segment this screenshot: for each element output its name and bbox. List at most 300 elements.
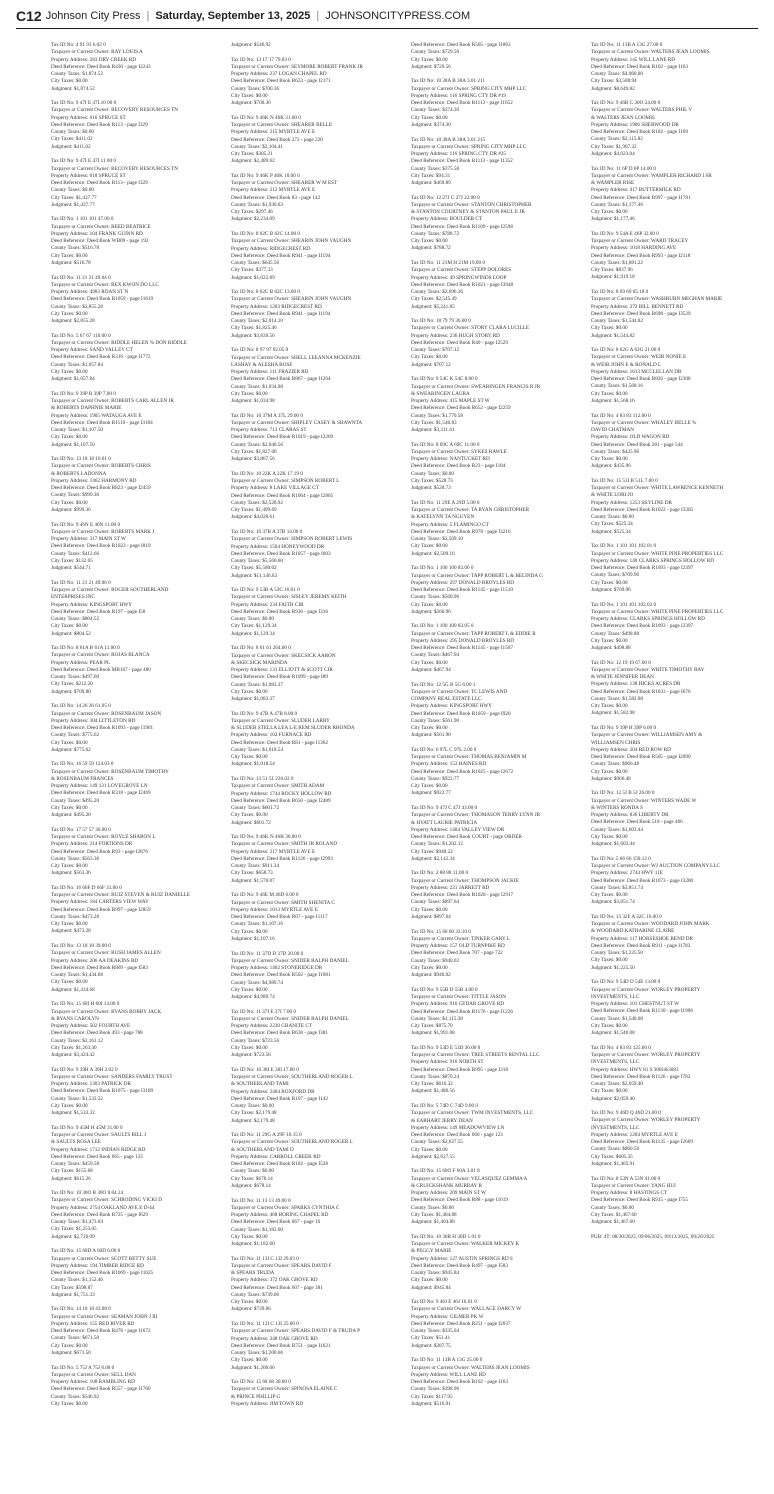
notice-line: City Taxes: $0.00: [231, 688, 268, 695]
notice-line: Taxpayer or Current Owner: SEAMAN JOHN J III: [51, 1313, 158, 1320]
tax-notice-entry: [411, 260, 581, 311]
notice-line: Deed Reference: Deed Book R1093 - page I2397: [591, 565, 694, 572]
notice-line: Taxpayer or Current Owner: SMITH ADAM: [231, 783, 325, 790]
notice-line: & WAMPLER RISE: [591, 180, 635, 187]
notice-line: Deed Reference: Deed Book 667 - page 16: [231, 1219, 321, 1226]
notice-line: County Taxes: $1,582.98: [591, 695, 643, 702]
notice-line: Judgment: $1,544.82: [591, 332, 635, 339]
notice-line: Deed Reference: Deed Book R478 - page I1672: [51, 1328, 151, 1335]
tax-notice-entry: [51, 943, 221, 994]
notice-line: Property Address: 2754 OAKLAND AVE E D-44: [51, 1204, 155, 1211]
notice-line: City Taxes: $0.00: [411, 238, 448, 245]
notice-line: Tax ID No: 9 46N E 46N 11.00 0: [51, 521, 121, 528]
notice-line: City Taxes: $605.35: [591, 1153, 633, 1160]
notice-line: Tax ID No: 13 18 18 16.01 0: [51, 456, 111, 463]
tax-notice-entry: [591, 543, 761, 594]
notice-line: City Taxes: $528.73: [411, 477, 453, 484]
notice-line: Tax ID No: 5 66 66 158.12 0: [591, 855, 651, 862]
notice-line: Property Address: 304 LITTLETON RD: [51, 717, 136, 724]
tax-notice-entry: [411, 195, 581, 253]
notice-line: Taxpayer or Current Owner: ROBERTS MARK J: [51, 528, 155, 535]
notice-line: & KATELYNN TA NGUYEN: [411, 514, 475, 521]
notice-line: Judgment: $1,919.18: [591, 274, 635, 281]
notice-line: Deed Reference: Deed Book R557 - page I1760: [51, 1386, 151, 1393]
notice-line: Judgment: $1,434.68: [51, 986, 95, 993]
notice-line: Deed Reference: Deed Book R318 - page I2469: [51, 790, 151, 797]
notice-line: Taxpayer or Current Owner: WALTERS PHIL V: [591, 107, 693, 114]
notice-line: Judgment: $739.06: [231, 1306, 271, 1313]
tax-notice-entry: [411, 682, 581, 740]
notice-line: Tax ID No: 4 91 93 6.02 0: [51, 42, 106, 48]
notice-line: City Taxes: $0.00: [591, 456, 628, 463]
tax-notice-entry: [411, 870, 581, 921]
notice-line: City Taxes: $0.00: [231, 1357, 268, 1364]
notice-line: Tax ID No: 2 88 88 11.00 0: [411, 870, 469, 877]
notice-line: Tax ID No: 10 37M A 37L 29.00 0: [231, 412, 303, 419]
notice-line: City Taxes: $0.00: [591, 325, 628, 332]
notice-line: & CRUICKSHANK MURRAY R: [411, 1182, 482, 1189]
notice-line: Tax ID No: 11 29G A 29F 16.15 0: [231, 1132, 302, 1139]
notice-line: Property Address: 157 OLD TURNPIKE RD: [411, 943, 505, 950]
notice-line: Taxpayer or Current Owner: WALTERS JEAN LOOMIS: [591, 49, 710, 56]
notice-line: Tax ID No: 1 100 100 83.06 0: [411, 565, 474, 572]
notice-line: & WHITE LORI JO: [591, 492, 634, 499]
notice-line: Tax ID No: 14 18 18 43.08 0: [51, 1306, 111, 1313]
notice-line: & SLUDER STELLA LEA L/E REM:SLUDER RHONDA: [231, 725, 355, 732]
notice-line: Property Address: 1504 HONEYWOOD DR: [231, 543, 325, 550]
notice-line: County Taxes: $516.78: [51, 245, 100, 252]
notice-line: & ROSENBAUM FRANCES: [51, 775, 114, 782]
notice-line: Property Address: 618 SPRUCE ST: [51, 172, 126, 179]
tax-notice-entry: [51, 1365, 221, 1409]
tax-notice-entry: [591, 660, 761, 718]
notice-line: Judgment: $3,851.74: [591, 899, 635, 906]
notice-line: Deed Reference: Deed Book R1073 - page I3280: [591, 877, 694, 884]
tax-notice-entry: [51, 761, 221, 819]
notice-line: City Taxes: $0.00: [411, 964, 448, 971]
notice-line: Tax ID No: 9 46K N 46K 30.00 0: [231, 834, 301, 841]
notice-line: Tax ID No: 9 53D E 53D 36.00 0: [411, 1044, 481, 1051]
tax-notice-entry: [231, 1321, 401, 1372]
notice-line: Taxpayer or Current Owner: RECOVERY RESOURCES TN: [51, 107, 179, 114]
notice-line: Judgment: $700.36: [231, 100, 271, 107]
tax-notice-entry: [591, 725, 761, 783]
notice-line: Property Address: 1712 INDIAN RIDGE RD: [51, 1146, 146, 1153]
tax-notice-entry: [411, 376, 581, 434]
tax-notice-entry: [231, 834, 401, 885]
notice-line: Taxpayer or Current Owner: SPRING CITY MHP LLC: [411, 143, 527, 150]
notice-line: Property Address: 204 RED ROW RD: [591, 746, 671, 753]
notice-line: Property Address: 155 RED RIVER RD: [51, 1320, 135, 1327]
notice-line: County Taxes: $1,544.82: [591, 318, 643, 325]
notice-line: City Taxes: $94.31: [411, 172, 451, 179]
notice-line: Taxpayer or Current Owner: WORLEY PROPERTY: [591, 1052, 701, 1058]
tax-notice-entry: [231, 1256, 401, 1314]
notice-line: Tax ID No: 9 54D D 54E 13.00 0: [591, 979, 661, 986]
notice-line: County Taxes: $335.04: [411, 1328, 460, 1335]
notice-line: Judgment: $678.14: [231, 1182, 271, 1189]
tax-notice-entry: [231, 289, 401, 340]
notice-line: Tax ID No: 9 46E M 46D 6.00 0: [231, 892, 299, 899]
notice-line: Deed Reference: Deed Book R505 - page I2090: [591, 754, 691, 761]
notice-line: Property Address: 297 DONALD BROYLES RD: [411, 579, 515, 586]
notice-line: Taxpayer or Current Owner: SWEARINGEN FRANCIS R JR: [411, 383, 541, 390]
notice-line: County Taxes: $1,936.63: [231, 201, 283, 208]
notice-line: Deed Reference: Deed Book R650 - page I2489: [231, 797, 331, 804]
notice-line: Tax ID No: 11 37I E 37I 7.00 0: [231, 1008, 296, 1015]
notice-line: Judgment: $2,509.10: [411, 550, 455, 557]
notice-line: Judgment: $1,177.46: [591, 216, 635, 223]
notice-line: Property Address: PEAR PL: [51, 659, 111, 666]
notice-line: County Taxes: $560.96: [411, 594, 460, 601]
masthead-separator: |: [146, 10, 150, 22]
notice-line: County Taxes: $497.60: [51, 674, 100, 681]
notice-line: Tax ID No: 13 18 18 39.00 0: [51, 943, 111, 950]
notice-line: County Taxes: $0.00: [411, 1204, 454, 1211]
notice-line: Property Address: 417 BUTTERMILK RD: [591, 187, 681, 194]
notice-line: City Taxes: $0.00: [591, 768, 628, 775]
notice-line: Judgment: $723.56: [231, 1052, 271, 1059]
notice-line: Taxpayer or Current Owner: SPARKS CYNTHIA C: [231, 1204, 340, 1211]
notice-line: Taxpayer or Current Owner: ROGER SOUTHERLAND: [51, 587, 169, 594]
notice-line: Deed Reference: Deed Book R911 - page I1783: [591, 942, 691, 949]
notice-line: County Taxes: $495.20: [51, 797, 100, 804]
notice-line: Taxpayer or Current Owner: WARD TRACEY: [591, 238, 689, 245]
notice-line: County Taxes: $940.02: [411, 957, 460, 964]
notice-line: Tax ID No: 4 83 83 125.00 0: [591, 1044, 651, 1051]
notice-line: City Taxes: $2,545.49: [411, 296, 457, 303]
notice-line: Property Address: 184 CARTERS VIEW WAY: [51, 899, 149, 906]
notice-line: Tax ID No: 8 69 69 65.18 0: [591, 289, 649, 296]
notice-line: ENTERPRISES INC: [51, 594, 95, 601]
notice-line: Property Address: 102 FURNACE RD: [231, 732, 312, 739]
tax-notice-entry: [591, 478, 761, 536]
notice-line: Tax ID No: 11 21 21 49.06 0: [51, 579, 111, 586]
notice-line: Property Address: 836 LIBERTY DR: [591, 812, 669, 819]
tax-notice-entry: [411, 137, 581, 188]
notice-line: Property Address: 372 BILL BENNETT RD: [591, 303, 684, 310]
notice-line: Taxpayer or Current Owner: SOUTHERLAND ROGER L: [231, 1074, 353, 1081]
notice-line: Property Address: 101 CHESTNUT ST W: [591, 1001, 680, 1008]
notice-line: Deed Reference: Deed Book R941 - page I1194: [231, 252, 331, 259]
notice-line: Tax ID No: 15 60O F 60A 3.01 8: [411, 1168, 480, 1175]
tax-notice-entry: [411, 1357, 581, 1408]
notice-line: Deed Reference: Deed Book R67 - page I1117: [231, 914, 328, 921]
notice-line: Judgment: $1,540.08: [591, 1030, 635, 1037]
notice-line: Judgment: $671.50: [51, 1349, 91, 1356]
notice-line: Deed Reference: Deed Book R993 - page I2118: [591, 252, 691, 259]
notice-line: Judgment: $1,057.84: [51, 376, 95, 383]
notice-line: County Taxes: $1,540.08: [591, 1015, 643, 1022]
notice-line: Taxpayer or Current Owner: WHALEY BELLE %: [591, 419, 697, 426]
notice-line: Judgment: $709.80: [51, 688, 91, 695]
notice-line: Judgment: $469.89: [411, 180, 451, 187]
notice-line: County Taxes: $0.00: [51, 187, 94, 194]
tax-notice-entry: [231, 711, 401, 769]
notice-line: Judgment: $411.02: [51, 143, 91, 150]
notice-line: City Taxes: $1,437.77: [51, 194, 97, 201]
tax-notice-entry: [591, 790, 761, 848]
tax-notice-entry: [591, 231, 761, 282]
notice-line: Judgment: $516.91: [411, 1400, 451, 1407]
notice-line: Judgment: $707.12: [411, 361, 451, 368]
notice-line: Property Address: 140 CLARKS SPRINGS HOLLOW RD: [591, 557, 714, 564]
notice-line: Taxpayer or Current Owner: ROSENBAUM JASON: [51, 710, 162, 717]
tax-notice-entry: [231, 645, 401, 703]
notice-line: Tax ID No: 9 46K P 46K 10.00 0: [231, 172, 300, 179]
notice-line: County Taxes: $2,014.10: [231, 318, 283, 325]
notice-line: Property Address: 145 WILL LANE RD: [591, 56, 675, 63]
notice-line: & SWEARINGEN LAURA: [411, 390, 470, 397]
notice-line: Property Address: WILL LANE RD: [411, 1371, 486, 1378]
notice-line: City Taxes: $0.00: [51, 804, 88, 811]
notice-line: Taxpayer or Current Owner: RIDDLE HELEN % DON RIDDLE: [51, 339, 187, 346]
notice-line: City Taxes: $0.00: [51, 499, 88, 506]
notice-line: City Taxes: $51.41: [411, 1335, 451, 1342]
notice-line: Property Address: 283 DRY CREEK RD: [51, 56, 136, 63]
notice-line: Taxpayer or Current Owner: ROYLE SHARON L: [51, 834, 156, 841]
notice-line: Tax ID No: 8 62G A 62G 21.00 0: [591, 347, 661, 354]
notice-line: Taxpayer or Current Owner: SPINOSA ELAINE C: [231, 1386, 338, 1393]
notice-line: Deed Reference: Deed Book WB09 - page 192: [51, 238, 149, 245]
notice-line: Taxpayer or Current Owner: TINKER GARY L: [411, 935, 511, 942]
notice-line: County Taxes: $739.06: [231, 1291, 280, 1298]
notice-line: County Taxes: $2,855.28: [51, 303, 103, 310]
tax-notice-entry: [231, 115, 401, 166]
notice-line: Judgment: $2,059.40: [591, 1095, 635, 1102]
notice-line: Property Address: 317 MAIN ST W: [51, 536, 126, 543]
notice-line: Deed Reference: Deed Book R997 - page I2859: [51, 906, 151, 913]
notice-line: Taxpayer or Current Owner: ROBERTS CARL ALLEN JR: [51, 398, 174, 405]
notice-line: County Taxes: $945.84: [411, 1270, 460, 1277]
notice-line: County Taxes: $2,040.56: [231, 441, 283, 448]
notice-line: Taxpayer or Current Owner: REED BEATRICE: [51, 223, 151, 230]
notice-line: Property Address: 1204 MYRTLE AVE E: [591, 1131, 678, 1138]
notice-line: Property Address: 1744 ROCKY HOLLOW RD: [231, 790, 332, 797]
notice-column: [591, 42, 761, 1482]
notice-line: & ROBERTS DAPHNIE MARIE: [51, 405, 122, 412]
notice-line: Property Address: 217 MYRTLE AVE E: [231, 848, 316, 855]
notice-line: City Taxes: $0.00: [51, 623, 88, 630]
notice-line: County Taxes: $1,200.66: [231, 1350, 283, 1357]
notice-line: Taxpayer or Current Owner: WALLACE DARCY W: [411, 1306, 522, 1313]
notice-line: County Taxes: $1,152.46: [51, 1277, 103, 1284]
notice-line: Deed Reference: Deed Book R1059 - page I1619: [51, 296, 154, 303]
tax-notice-entry: [51, 522, 221, 573]
notice-line: Tax ID No: 9 46K N 46K 31.00 0: [231, 114, 301, 121]
notice-line: Deed Reference: Deed Book R1033 - page I676: [591, 688, 691, 695]
notice-line: & SAULTS ROSA LEE: [51, 1139, 102, 1146]
notice-line: Tax ID No: 10 30O B 30O 8.04 24: [51, 1190, 124, 1197]
notice-line: County Taxes: $1,874.52: [51, 71, 103, 77]
notice-line: Tax ID No: 8 97 97 92.05 0: [231, 347, 289, 354]
notice-line: Tax ID No: 12 19 19 67.00 0: [591, 659, 651, 666]
tax-notice-entry: [411, 1103, 581, 1161]
notice-line: City Taxes: $0.00: [231, 986, 268, 993]
notice-line: Taxpayer or Current Owner: TREE STREETS RENTAL LLC: [411, 1052, 540, 1059]
notice-line: Property Address: KINGSPORT HWY: [411, 703, 493, 710]
notice-line: Taxpayer or Current Owner: SAULTS BILL J: [51, 1132, 147, 1139]
notice-line: INVESTMENTS, LLC: [591, 1124, 640, 1131]
notice-line: County Taxes: $775.62: [51, 732, 100, 739]
notice-line: Deed Reference: Deed Book R102 - page I163: [411, 1379, 508, 1386]
notice-line: Property Address: 236 HUGH STORY RD: [411, 332, 500, 339]
notice-line: Property Address: 2744 HWY 11E: [591, 870, 663, 877]
notice-line: City Taxes: $0.00: [411, 1277, 448, 1284]
notice-line: Judgment: $601.72: [231, 819, 271, 826]
tax-notice-entry: [231, 231, 401, 282]
notice-line: Taxpayer or Current Owner: WASHBURN MEGHAN MARIE: [591, 296, 723, 303]
notice-line: County Taxes: $2,509.10: [411, 536, 463, 543]
notice-line: Deed Reference: Deed Book R941 - page I1194: [231, 310, 331, 317]
notice-line: Deed Reference: Deed Book R826 - page I2308: [591, 376, 691, 383]
notice-line: City Taxes: $678.14: [231, 1175, 273, 1182]
notice-line: Judgment: $1,991.08: [411, 1030, 455, 1037]
notice-line: City Taxes: $0.00: [411, 725, 448, 732]
notice-line: Judgment: $1,182.60: [231, 1241, 275, 1248]
tax-notice-entry: [411, 929, 581, 980]
notice-line: County Taxes: $709.96: [591, 572, 640, 579]
notice-line: Deed Reference: Deed Book R497 - page I583: [411, 1262, 508, 1269]
notice-line: Deed Reference: Deed Book R40 - page I2529: [411, 339, 508, 346]
notice-line: Deed Reference: Deed Book R1069 - page I1625: [51, 1270, 154, 1277]
notice-line: Deed Reference: Deed Book R505 - page I1863: [411, 42, 511, 48]
notice-line: City Taxes: $0.00: [231, 812, 268, 819]
notice-line: Property Address: 1906 SHERWOOD DR: [591, 121, 679, 128]
notice-line: Judgment: $2,627.55: [411, 1153, 455, 1160]
notice-line: Tax ID No: 15 60 60 33.10 0: [411, 928, 471, 935]
notice-line: County Taxes: $999.36: [51, 492, 100, 499]
notice-line: City Taxes: $1,129.34: [231, 623, 277, 630]
notice-line: Deed Reference: Deed Book R102 - page I163: [591, 63, 688, 70]
notice-line: Deed Reference: Deed Book R1145 - page I1510: [411, 587, 513, 594]
notice-line: Taxpayer or Current Owner: WEIR NONIE E: [591, 354, 687, 361]
notice-line: Judgment: $1,129.34: [231, 630, 275, 637]
notice-line: County Taxes: $1,057.84: [51, 361, 103, 368]
notice-line: Deed Reference: Deed Book R1025 - page I2672: [411, 768, 514, 775]
notice-line: County Taxes: $3,851.74: [591, 884, 643, 891]
notice-line: Property Address: 215 MYRTLE AVE E: [231, 129, 316, 136]
notice-line: Tax ID No: 11 13B A 13G 25.00 0: [411, 1357, 483, 1364]
website-url: JOHNSONCITYPRESS.COM: [325, 10, 471, 22]
notice-line: Deed Reference: Deed Book R1135 - page I2609: [591, 1139, 693, 1146]
notice-line: City Taxes: $1,540.83: [411, 419, 457, 426]
notice-line: Deed Reference: Deed Book R1130 - page I1996: [591, 1008, 693, 1015]
notice-line: Taxpayer or Current Owner: WAMPLER RICHARD I SR: [591, 172, 712, 179]
notice-line: City Taxes: $0.00: [591, 703, 628, 710]
notice-line: City Taxes: $0.00: [51, 78, 88, 85]
notice-line: City Taxes: $411.02: [51, 136, 93, 143]
notice-line: Property Address: 8 LAKE VILLAGE CT: [231, 485, 319, 492]
notice-line: Taxpayer or Current Owner: RYANS BOBBY JACK: [51, 1008, 162, 1015]
notice-line: County Taxes: $1,107.50: [51, 427, 103, 434]
notice-line: County Taxes: $1,107.16: [231, 921, 283, 928]
notice-line: Judgment: $4,989.74: [231, 994, 275, 1000]
notice-line: Judgment: $4,023.04: [591, 150, 635, 157]
notice-line: Judgment: $1,022.89: [231, 274, 275, 281]
notice-line: Taxpayer or Current Owner: ROSENBAUM TIMOTHY: [51, 768, 169, 775]
tax-notice-entry: [231, 413, 401, 464]
notice-line: Property Address: BOULDER CT: [411, 216, 483, 223]
notice-line: Taxpayer or Current Owner: WHITE PINE PROPERTIES LLC: [591, 608, 724, 615]
tax-notice-entry: [231, 1198, 401, 1249]
tax-notice-entry: [231, 587, 401, 638]
notice-line: County Taxes: $700.36: [231, 85, 280, 92]
notice-line: County Taxes: $398.96: [411, 1386, 460, 1393]
notice-line: Judgment: $561.90: [411, 732, 451, 739]
notice-line: Property Address: NANTUCKET RD: [411, 456, 490, 463]
tax-notice-entry: [231, 42, 401, 49]
notice-line: County Taxes: $671.50: [51, 1335, 100, 1342]
notice-line: Judgment: $1,107.50: [51, 441, 95, 448]
notice-line: Deed Reference: Deed Book R1028 - page I2917: [411, 892, 514, 899]
notice-line: County Taxes: $723.56: [231, 1037, 280, 1044]
tax-notice-entry: [591, 289, 761, 340]
notice-line: Judgment: $897.64: [411, 913, 451, 920]
notice-line: & WALTERS JEAN LOOMIS: [591, 114, 655, 121]
notice-line: Deed Reference: Deed Book R1109 - page I2598: [411, 223, 513, 230]
notice-column: [411, 42, 581, 1482]
tax-notice-entry: [411, 623, 581, 674]
notice-line: Judgment: $2,855.28: [51, 318, 95, 325]
notice-line: Property Address: CLARKS SPRINGS HOLLOW RD: [591, 616, 705, 623]
notice-line: Property Address: RIDGECREST RD: [231, 245, 311, 252]
notice-line: County Taxes: $467.94: [411, 652, 460, 659]
notice-line: Property Address: HWY 81 S 3081&3083: [591, 1066, 679, 1073]
notice-line: County Taxes: $435.96: [591, 448, 640, 455]
notice-line: Tax ID No: 5 74D C 74D 9.00 0: [411, 1103, 478, 1110]
notice-line: Taxpayer or Current Owner: STANTON CHRISTOPHER: [411, 201, 532, 208]
notice-line: Property Address: OLD WAGON RD: [591, 434, 670, 441]
notice-line: City Taxes: $0.00: [231, 754, 268, 761]
notice-line: City Taxes: $0.00: [51, 739, 88, 746]
notice-line: & SKECSICK MARINDA: [231, 659, 288, 666]
notice-line: Taxpayer or Current Owner: SISLEY JEREMY KEITH: [231, 594, 347, 601]
notice-line: Deed Reference: Deed Book R1145 - page I1507: [411, 645, 513, 652]
notice-line: City Taxes: $0.00: [231, 1044, 268, 1051]
notice-line: Taxpayer or Current Owner: RUSH JAMES ALLEN: [51, 950, 161, 957]
notice-line: Property Address: SAND VALLEY CT: [51, 347, 133, 354]
notice-line: City Taxes: $132.05: [51, 557, 93, 564]
notice-line: Taxpayer or Current Owner: TA RYAN CHRISTOPHER: [411, 507, 530, 514]
notice-line: Judgment: $528.73: [411, 485, 451, 492]
publication-name: Johnson City Press: [45, 10, 141, 22]
notice-line: COMPANY REAL ESTATE LLC: [411, 696, 482, 703]
notice-line: Tax ID No: 6 97L C 97L 2.00 0: [411, 746, 477, 753]
notice-line: Judgment: $498.88: [591, 645, 631, 652]
notice-line: Tax ID No: 11 13B A 13G 27.00 0: [591, 42, 663, 48]
notice-line: Tax ID No: 11 13I C 13I 25.00 0: [231, 1321, 299, 1328]
notice-line: County Taxes: $5,566.60: [231, 558, 283, 565]
notice-line: County Taxes: $498.88: [591, 630, 640, 637]
notice-line: Tax ID No: 12 5J B 5J 26.00 0: [591, 790, 655, 797]
notice-line: Tax ID No: 12 5G B 5G 6.00 1: [411, 681, 476, 688]
notice-line: Property Address: 295 DONALD BROYLES RD: [411, 637, 515, 644]
notice-line: County Taxes: $0.00: [591, 1204, 634, 1211]
notice-line: Deed Reference: Deed Book R197 - page I58: [51, 608, 146, 615]
notice-line: Judgment: $804.52: [51, 630, 91, 637]
notice-line: Judgment: $1,533.32: [51, 1110, 95, 1117]
notice-line: City Taxes: $1,253.05: [51, 1226, 97, 1233]
notice-line: Judgment: $2,726.09: [51, 1233, 95, 1240]
notice-line: City Taxes: $0.00: [51, 921, 88, 928]
notice-line: Taxpayer or Current Owner: SHEARER BELLE: [231, 122, 333, 129]
notice-line: Taxpayer or Current Owner: SHIPLEY CASEY & SHAWNTA: [231, 419, 363, 426]
notice-line: Tax ID No: 9 45M H 45M 31.00 0: [51, 1124, 123, 1131]
notice-line: Judgment: $966.48: [591, 775, 631, 782]
tax-notice-entry: [411, 500, 581, 558]
notice-line: Deed Reference: Deed Book R725 - page I629: [51, 1211, 148, 1218]
